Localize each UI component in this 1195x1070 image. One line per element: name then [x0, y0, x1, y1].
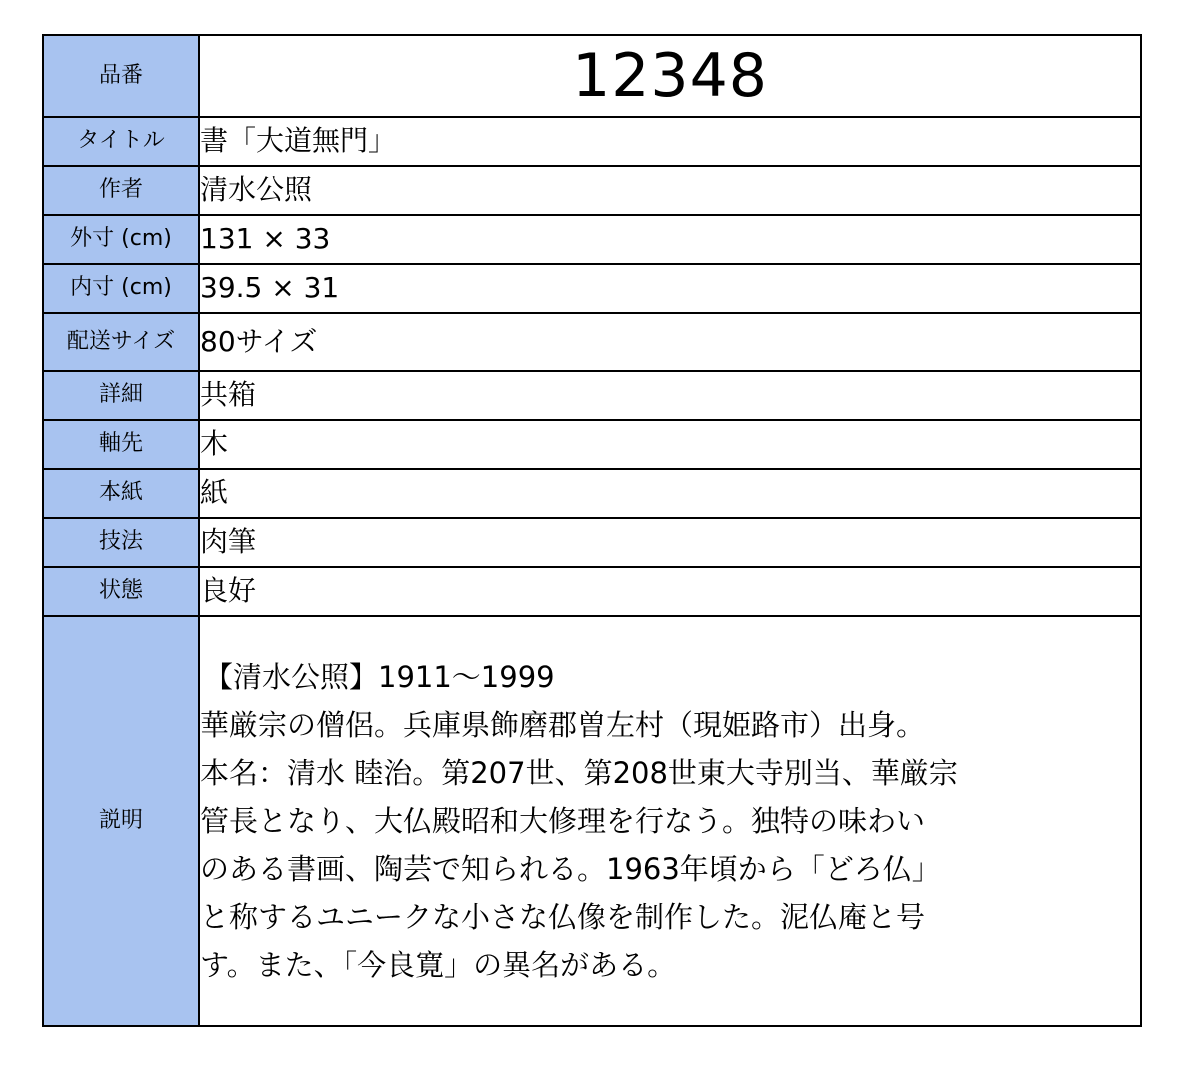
value-condition: 良好	[199, 567, 1141, 616]
description-line: 華厳宗の僧侶。兵庫県飾磨郡曽左村（現姫路市）出身。	[200, 708, 926, 742]
product-spec-table	[42, 34, 1142, 1027]
value-product-code: 12348	[199, 35, 1141, 117]
label-material: 本紙	[43, 469, 199, 518]
description-line: のある書画、陶芸で知られる。1963年頃から「どろ仏」	[200, 852, 941, 886]
row-roller-end	[43, 420, 1141, 469]
label-inner-size: 内寸 (cm)	[43, 264, 199, 313]
label-product-code: 品番	[43, 35, 199, 117]
row-material	[43, 469, 1141, 518]
value-roller-end: 木	[199, 420, 1141, 469]
description-text	[199, 616, 1141, 1026]
description-line: 【清水公照】1911〜1999	[204, 660, 555, 694]
description-line: 管長となり、大仏殿昭和大修理を行なう。独特の味わい	[200, 804, 926, 838]
value-outer-size: 131 × 33	[199, 215, 1141, 264]
label-roller-end: 軸先	[43, 420, 199, 469]
label-author: 作者	[43, 166, 199, 215]
label-details: 詳細	[43, 371, 199, 420]
row-description	[43, 616, 1141, 1026]
value-inner-size: 39.5 × 31	[199, 264, 1141, 313]
value-author: 清水公照	[199, 166, 1141, 215]
row-outer-size	[43, 215, 1141, 264]
value-shipping-size: 80サイズ	[199, 313, 1141, 371]
label-outer-size: 外寸 (cm)	[43, 215, 199, 264]
label-technique: 技法	[43, 518, 199, 567]
row-author	[43, 166, 1141, 215]
label-shipping-size: 配送サイズ	[43, 313, 199, 371]
description-line: す。また、「今良寛」の異名がある。	[200, 948, 677, 982]
row-technique	[43, 518, 1141, 567]
description-line: と称するユニークな小さな仏像を制作した。泥仏庵と号	[200, 900, 926, 934]
row-details	[43, 371, 1141, 420]
row-shipping-size	[43, 313, 1141, 371]
row-inner-size	[43, 264, 1141, 313]
value-technique: 肉筆	[199, 518, 1141, 567]
label-description: 説明	[43, 616, 199, 1026]
label-condition: 状態	[43, 567, 199, 616]
value-material: 紙	[199, 469, 1141, 518]
label-title: タイトル	[43, 117, 199, 166]
row-title	[43, 117, 1141, 166]
row-product-code	[43, 35, 1141, 117]
row-condition	[43, 567, 1141, 616]
value-details: 共箱	[199, 371, 1141, 420]
description-line: 本名：清水 睦治。第207世、第208世東大寺別当、華厳宗	[200, 756, 958, 790]
value-title: 書「大道無門」	[199, 117, 1141, 166]
